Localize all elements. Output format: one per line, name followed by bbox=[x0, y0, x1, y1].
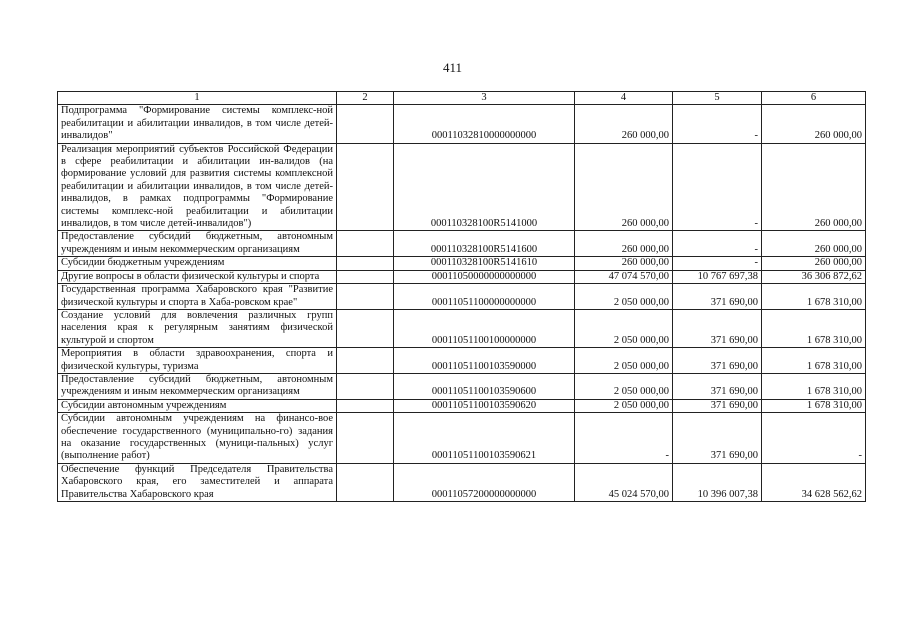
row-amount-5-cell: 371 690,00 bbox=[673, 348, 762, 374]
row-amount-4-cell: 2 050 000,00 bbox=[575, 373, 673, 399]
row-amount-4-cell: 2 050 000,00 bbox=[575, 309, 673, 347]
table-row bbox=[58, 348, 866, 374]
table-row bbox=[58, 373, 866, 399]
row-code-cell: 00011051100103590620 bbox=[394, 399, 575, 412]
row-name-cell: Реализация мероприятий субъектов Российской Федерации в сфере реабилитации и абилитации ин-валидов (на формирование условий для развития системы комплексной реабилитации и абилитации инвалидов, в том числе детей-инвалидов, в рамках подпрограммы "Формирование системы комплекс-ной реабилитации и абилитации инвалидов, в том числе детей-инвалидов") bbox=[58, 143, 337, 231]
table-row bbox=[58, 413, 866, 464]
row-col2-cell bbox=[337, 231, 394, 257]
row-amount-6-cell: 260 000,00 bbox=[762, 143, 866, 231]
column-header-6: 6 bbox=[762, 92, 866, 105]
row-col2-cell bbox=[337, 463, 394, 501]
row-amount-4-cell: 260 000,00 bbox=[575, 105, 673, 143]
row-code-cell: 000110328100R5141610 bbox=[394, 257, 575, 270]
page-number: 411 bbox=[442, 60, 463, 75]
row-amount-4-cell: 260 000,00 bbox=[575, 257, 673, 270]
row-name-cell: Другие вопросы в области физической культуры и спорта bbox=[58, 270, 337, 283]
row-amount-4-cell: 2 050 000,00 bbox=[575, 348, 673, 374]
row-col2-cell bbox=[337, 270, 394, 283]
table-header-row bbox=[58, 92, 866, 105]
row-amount-5-cell: 371 690,00 bbox=[673, 413, 762, 464]
table-row bbox=[58, 231, 866, 257]
row-name-cell: Обеспечение функций Председателя Правительства Хабаровского края, его заместителей и аппарата Правительства Хабаровского края bbox=[58, 463, 337, 501]
row-code-cell: 00011051100103590600 bbox=[394, 373, 575, 399]
row-amount-4-cell: 2 050 000,00 bbox=[575, 399, 673, 412]
column-header-2: 2 bbox=[337, 92, 394, 105]
row-amount-5-cell: - bbox=[673, 105, 762, 143]
table-row bbox=[58, 399, 866, 412]
row-code-cell: 000110328100R5141000 bbox=[394, 143, 575, 231]
row-code-cell: 00011057200000000000 bbox=[394, 463, 575, 501]
row-name-cell: Государственная программа Хабаровского края "Развитие физической культуры и спорта в Хаба-ровском крае" bbox=[58, 284, 337, 310]
row-name-cell: Подпрограмма "Формирование системы комплекс-ной реабилитации и абилитации инвалидов, в том числе детей-инвалидов" bbox=[58, 105, 337, 143]
row-code-cell: 00011051100103590621 bbox=[394, 413, 575, 464]
row-code-cell: 000110328100R5141600 bbox=[394, 231, 575, 257]
row-amount-6-cell: 1 678 310,00 bbox=[762, 284, 866, 310]
row-code-cell: 00011050000000000000 bbox=[394, 270, 575, 283]
row-amount-6-cell: 260 000,00 bbox=[762, 105, 866, 143]
row-name-cell: Мероприятия в области здравоохранения, спорта и физической культуры, туризма bbox=[58, 348, 337, 374]
row-amount-6-cell: 1 678 310,00 bbox=[762, 309, 866, 347]
table-row bbox=[58, 284, 866, 310]
row-amount-5-cell: - bbox=[673, 143, 762, 231]
row-amount-4-cell: 2 050 000,00 bbox=[575, 284, 673, 310]
row-name-cell: Предоставление субсидий бюджетным, автономным учреждениям и иным некоммерческим организациям bbox=[58, 373, 337, 399]
row-amount-5-cell: - bbox=[673, 257, 762, 270]
row-col2-cell bbox=[337, 284, 394, 310]
row-col2-cell bbox=[337, 348, 394, 374]
row-amount-5-cell: 371 690,00 bbox=[673, 373, 762, 399]
row-code-cell: 00011051100000000000 bbox=[394, 284, 575, 310]
row-amount-4-cell: 260 000,00 bbox=[575, 231, 673, 257]
table-row bbox=[58, 257, 866, 270]
row-col2-cell bbox=[337, 309, 394, 347]
row-code-cell: 00011051100100000000 bbox=[394, 309, 575, 347]
row-amount-6-cell: 1 678 310,00 bbox=[762, 399, 866, 412]
table-row bbox=[58, 143, 866, 231]
table-row bbox=[58, 309, 866, 347]
row-amount-6-cell: 34 628 562,62 bbox=[762, 463, 866, 501]
row-amount-6-cell: 1 678 310,00 bbox=[762, 348, 866, 374]
row-amount-4-cell: - bbox=[575, 413, 673, 464]
row-amount-5-cell: 371 690,00 bbox=[673, 284, 762, 310]
row-amount-4-cell: 45 024 570,00 bbox=[575, 463, 673, 501]
row-amount-5-cell: 10 767 697,38 bbox=[673, 270, 762, 283]
row-name-cell: Субсидии бюджетным учреждениям bbox=[58, 257, 337, 270]
row-col2-cell bbox=[337, 143, 394, 231]
row-amount-5-cell: 371 690,00 bbox=[673, 399, 762, 412]
table-row bbox=[58, 105, 866, 143]
column-header-4: 4 bbox=[575, 92, 673, 105]
row-amount-6-cell: 260 000,00 bbox=[762, 257, 866, 270]
table-row bbox=[58, 463, 866, 501]
row-col2-cell bbox=[337, 373, 394, 399]
row-col2-cell bbox=[337, 399, 394, 412]
row-amount-6-cell: 36 306 872,62 bbox=[762, 270, 866, 283]
row-amount-5-cell: 10 396 007,38 bbox=[673, 463, 762, 501]
row-amount-6-cell: 260 000,00 bbox=[762, 231, 866, 257]
row-col2-cell bbox=[337, 105, 394, 143]
column-header-1: 1 bbox=[58, 92, 337, 105]
column-header-5: 5 bbox=[673, 92, 762, 105]
row-name-cell: Субсидии автономным учреждениям bbox=[58, 399, 337, 412]
row-amount-5-cell: - bbox=[673, 231, 762, 257]
row-col2-cell bbox=[337, 413, 394, 464]
row-name-cell: Субсидии автономным учреждениям на финансо-вое обеспечение государственного (муниципально-го) задания на оказание государственных (муници-пальных) услуг (выполнение работ) bbox=[58, 413, 337, 464]
row-amount-4-cell: 47 074 570,00 bbox=[575, 270, 673, 283]
row-amount-6-cell: - bbox=[762, 413, 866, 464]
row-code-cell: 00011051100103590000 bbox=[394, 348, 575, 374]
row-name-cell: Создание условий для вовлечения различных групп населения края к регулярным занятиям физической культурой и спортом bbox=[58, 309, 337, 347]
row-amount-6-cell: 1 678 310,00 bbox=[762, 373, 866, 399]
row-name-cell: Предоставление субсидий бюджетным, автономным учреждениям и иным некоммерческим организациям bbox=[58, 231, 337, 257]
table-row bbox=[58, 270, 866, 283]
row-col2-cell bbox=[337, 257, 394, 270]
row-amount-5-cell: 371 690,00 bbox=[673, 309, 762, 347]
column-header-3: 3 bbox=[394, 92, 575, 105]
row-code-cell: 00011032810000000000 bbox=[394, 105, 575, 143]
row-amount-4-cell: 260 000,00 bbox=[575, 143, 673, 231]
budget-table bbox=[57, 91, 866, 502]
